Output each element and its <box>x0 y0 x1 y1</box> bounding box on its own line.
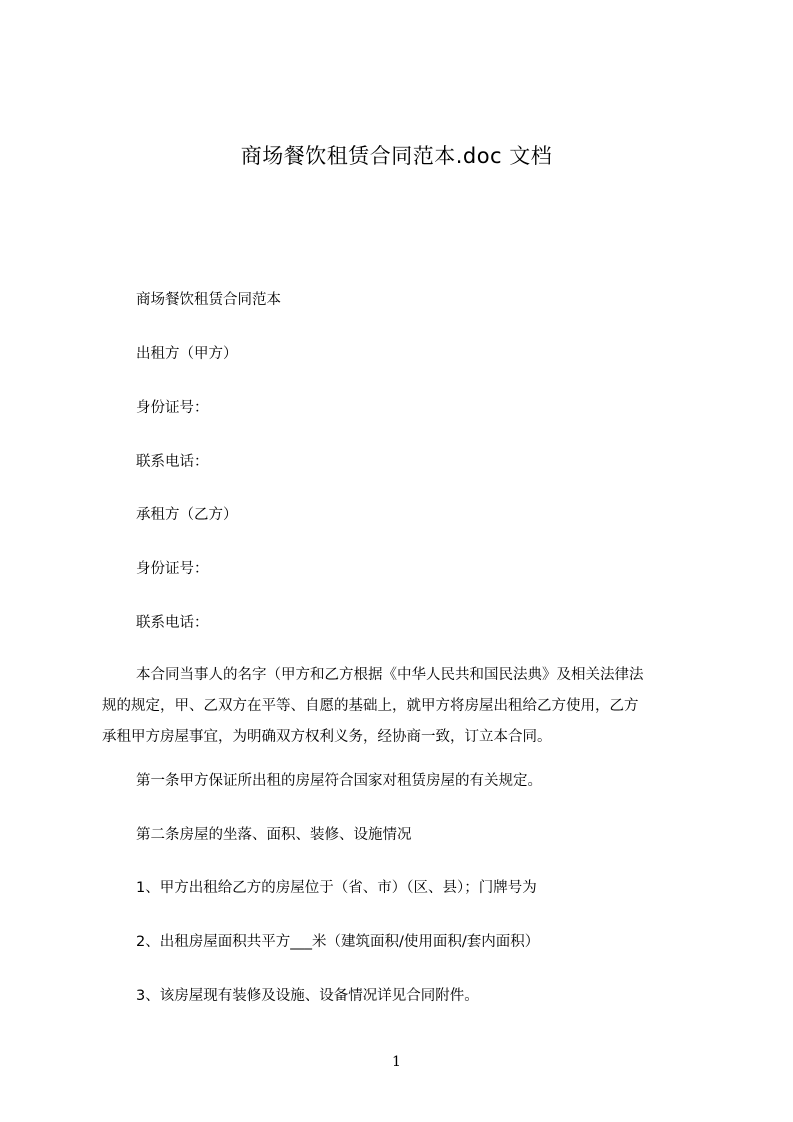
lessee-phone-label: 联系电话： <box>136 615 209 631</box>
lessee-label: 承租方（乙方） <box>136 507 238 523</box>
lessor-label: 出租方（甲方） <box>136 346 238 362</box>
document-title: 商场餐饮租赁合同范本.doc 文档 <box>240 144 553 168</box>
article-2-item-1: 1、甲方出租给乙方的房屋位于（省、市）（区、县）；门牌号为 <box>136 880 537 896</box>
lessor-phone-label: 联系电话： <box>136 454 209 470</box>
article-2: 第二条房屋的坐落、面积、装修、设施情况 <box>136 827 412 843</box>
article-2-item-3: 3、该房屋现有装修及设施、设备情况详见合同附件。 <box>136 988 479 1004</box>
contract-subtitle: 商场餐饮租赁合同范本 <box>136 292 281 308</box>
page-number: 1 <box>392 1054 401 1070</box>
preamble-line: 本合同当事人的名字（甲方和乙方根据《中华人民共和国民法典》及相关法律法 <box>136 667 644 683</box>
preamble-paragraph <box>102 660 722 753</box>
lessee-id-label: 身份证号： <box>136 561 209 577</box>
article-2-item-2: 2、出租房屋面积共平方___米（建筑面积/使用面积/套内面积） <box>136 934 540 950</box>
preamble-line: 规的规定，甲、乙双方在平等、自愿的基础上，就甲方将房屋出租给乙方使用，乙方 <box>102 698 639 714</box>
lessor-id-label: 身份证号： <box>136 400 209 416</box>
preamble-line: 承租甲方房屋事宜，为明确双方权利义务，经协商一致，订立本合同。 <box>102 729 552 745</box>
article-1: 第一条甲方保证所出租的房屋符合国家对租赁房屋的有关规定。 <box>136 773 542 789</box>
